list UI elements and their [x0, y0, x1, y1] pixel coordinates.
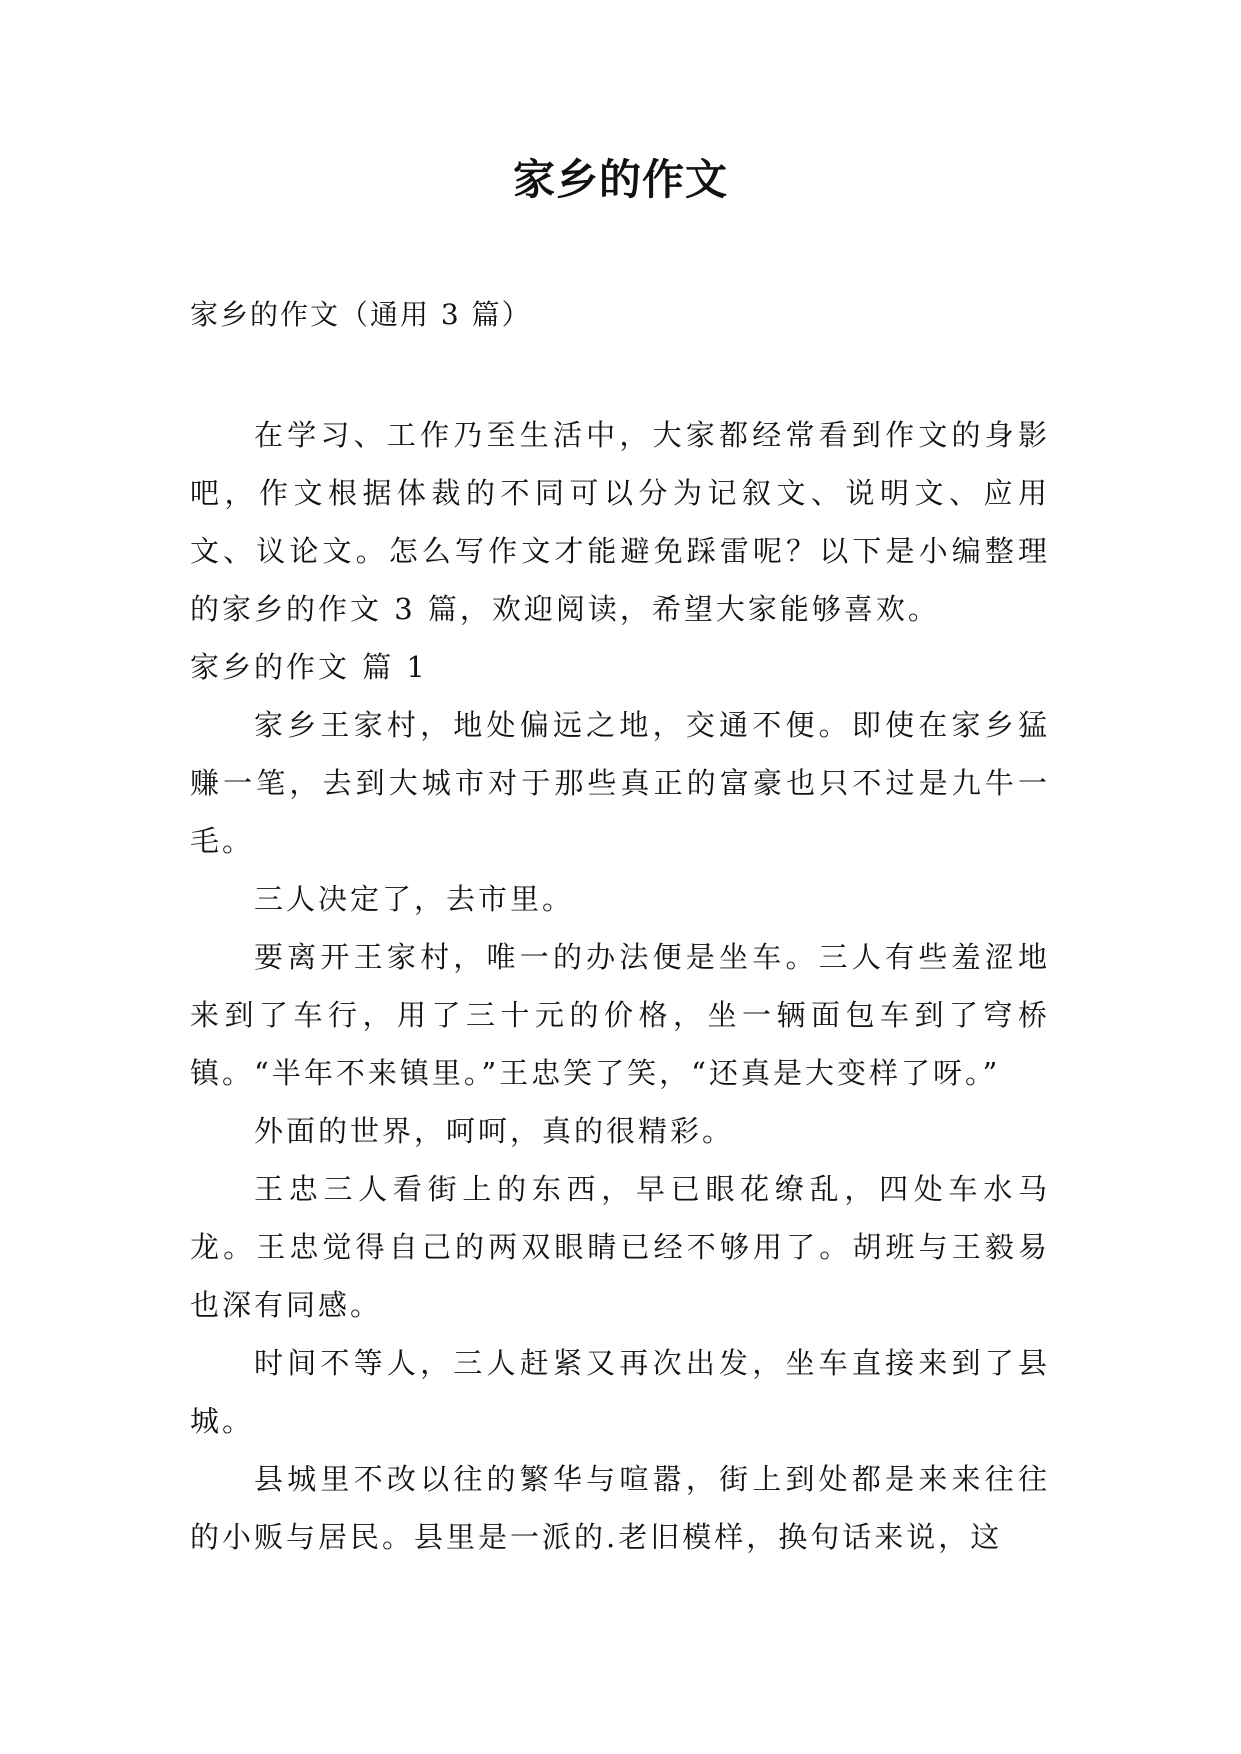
section-heading: 家乡的作文 篇 1	[190, 650, 428, 684]
paragraph: 要离开王家村，唯一的办法便是坐车。三人有些羞涩地来到了车行，用了三十元的价格，坐一辆面包车到了穹桥镇。“半年不来镇里。”王忠笑了笑，“还真是大变样了呀。”	[190, 940, 1050, 1090]
paragraph: 三人决定了，去市里。	[254, 882, 575, 916]
paragraph: 王忠三人看街上的东西，早已眼花缭乱，四处车水马龙。王忠觉得自己的两双眼睛已经不够用了。胡班与王毅易也深有同感。	[190, 1172, 1050, 1322]
paragraph: 时间不等人，三人赶紧又再次出发，坐车直接来到了县城。	[190, 1346, 1050, 1438]
paragraph: 家乡王家村，地处偏远之地，交通不便。即使在家乡猛赚一笔，去到大城市对于那些真正的富豪也只不过是九牛一毛。	[190, 708, 1050, 858]
paragraph-intro: 在学习、工作乃至生活中，大家都经常看到作文的身影吧，作文根据体裁的不同可以分为记叙文、说明文、应用文、议论文。怎么写作文才能避免踩雷呢？以下是小编整理的家乡的作文 3 篇，欢迎阅读，希望大家能够喜欢。	[190, 418, 1050, 626]
document-subtitle: 家乡的作文（通用 3 篇）	[190, 298, 532, 331]
page-title: 家乡的作文	[512, 155, 728, 204]
paragraph: 县城里不改以往的繁华与喧嚣，街上到处都是来来往往的小贩与居民。县里是一派的.老旧模样，换句话来说，这	[190, 1462, 1050, 1554]
paragraph: 外面的世界，呵呵，真的很精彩。	[254, 1114, 735, 1148]
document-body	[190, 406, 1050, 1566]
